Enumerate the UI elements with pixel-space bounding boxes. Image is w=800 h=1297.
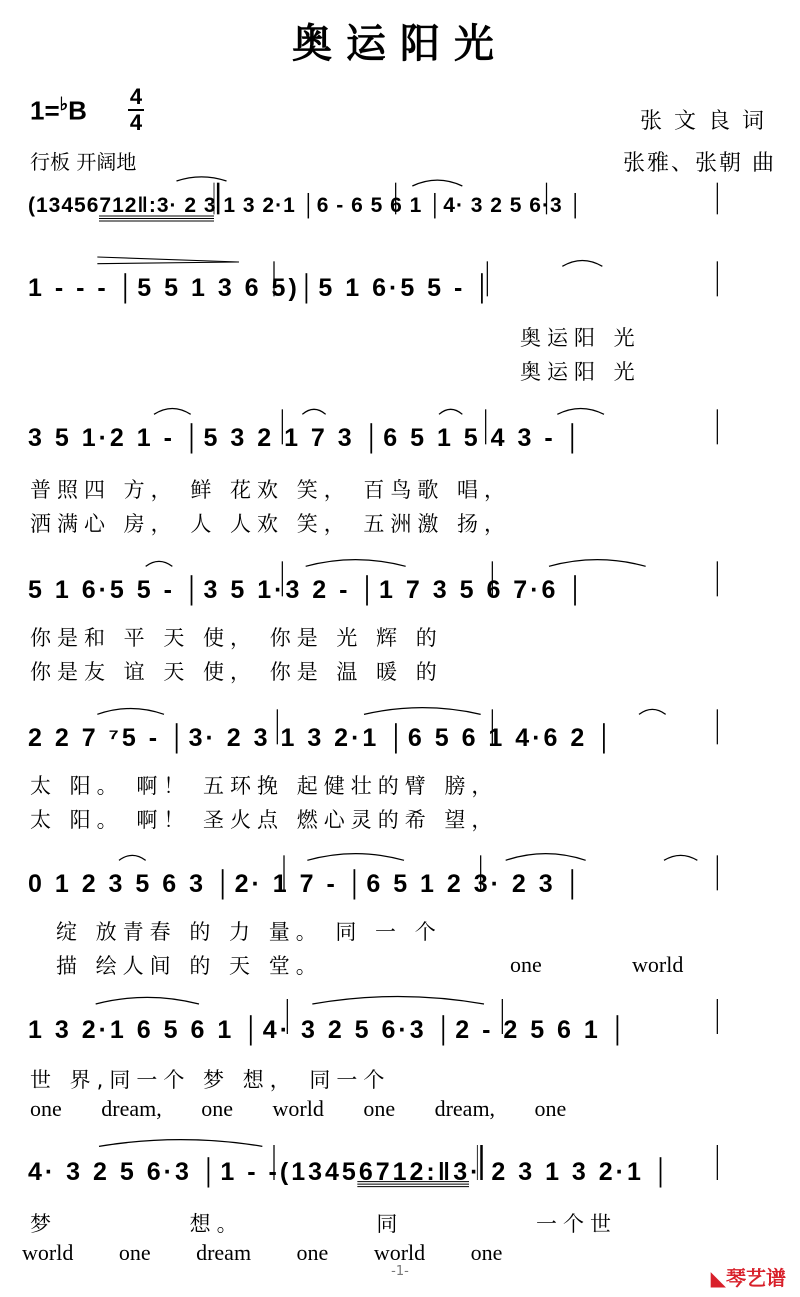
flat-sign: ♭ bbox=[59, 94, 69, 114]
notation-row-1: (13456712‖:3· 2 3 1 3 2·1 │6 - 6 5 6 1 │4· 3 2 5 6·3 │ bbox=[28, 194, 584, 217]
notation-row-3: 3 5 1·2 1 - │5 3 2 1 7 3 │6 5 1 5 4 3 - │ bbox=[28, 424, 585, 452]
notation-row-4: 5 1 6·5 5 - │3 5 1·3 2 - │1 7 3 5 6 7·6 │ bbox=[28, 576, 587, 604]
key-prefix: 1= bbox=[30, 95, 60, 126]
key-signature bbox=[30, 94, 87, 127]
lyric-row-6-english: one dream, one world one dream, one bbox=[30, 1096, 567, 1121]
lyric-row-4-verse-1: 太 阳。 啊！ 五环挽 起健壮的臂 膀， bbox=[30, 774, 499, 798]
time-signature-bottom: 4 bbox=[129, 110, 143, 135]
lyric-row-5-english-one: one bbox=[510, 952, 542, 977]
lyric-row-7-chinese: 梦 想。 同 一个世 bbox=[30, 1212, 618, 1236]
site-logo bbox=[711, 1262, 786, 1291]
logo-text: 琴艺谱 bbox=[726, 1266, 786, 1290]
lyric-row-1-verse-2: 奥运阳 光 bbox=[520, 360, 641, 384]
time-signature bbox=[128, 86, 144, 134]
lyric-row-3-verse-1: 你是和 平 天 使， 你是 光 辉 的 bbox=[30, 626, 443, 650]
lyric-row-5-english-world: world bbox=[632, 952, 684, 977]
song-title: 奥运阳光 bbox=[292, 20, 508, 67]
notation-row-7: 1 3 2·1 6 5 6 1 │4· 3 2 5 6·3 │2 - 2 5 6 1 │ bbox=[28, 1016, 630, 1044]
lyric-row-5-verse-2: 描 绘人间 的 天 堂。 bbox=[56, 954, 323, 978]
tempo-marking: 行板 开阔地 bbox=[30, 150, 137, 174]
lyric-row-5-verse-1: 绽 放青春 的 力 量。 同 一 个 bbox=[56, 920, 442, 944]
notation-row-5: 2 2 7 ⁷5 - │3· 2 3 1 3 2·1 │6 5 6 1 4·6 2 │ bbox=[28, 724, 616, 752]
lyric-row-7-english: world one dream one world one bbox=[22, 1240, 503, 1265]
composer-credit: 张雅、张朝 曲 bbox=[623, 151, 776, 176]
lyric-row-4-verse-2: 太 阳。 啊！ 圣火点 燃心灵的希 望， bbox=[30, 808, 499, 832]
lyric-row-3-verse-2: 你是友 谊 天 使， 你是 温 暖 的 bbox=[30, 660, 443, 684]
lyric-row-1-verse-1: 奥运阳 光 bbox=[520, 326, 641, 350]
lyric-row-6-chinese: 世 界,同一个 梦 想， 同一个 bbox=[30, 1068, 391, 1092]
lyric-row-2-verse-2: 洒满心 房， 人 人欢 笑， 五洲激 扬， bbox=[30, 512, 512, 536]
lyric-row-2-verse-1: 普照四 方， 鲜 花欢 笑， 百鸟歌 唱， bbox=[30, 478, 512, 502]
logo-mark-icon: ◣ bbox=[710, 1266, 726, 1290]
key-note: B bbox=[68, 95, 87, 126]
notation-row-6: 0 1 2 3 5 6 3 │2· 1 7 - │6 5 1 2 3· 2 3 │ bbox=[28, 870, 585, 898]
lyricist-credit: 张文良词 bbox=[639, 109, 776, 134]
time-signature-top: 4 bbox=[129, 84, 143, 109]
page-number: -1- bbox=[391, 1264, 409, 1279]
notation-row-8: 4· 3 2 5 6·3 │1 - -(13456712:‖3· 2 3 1 3 2·1 │ bbox=[28, 1158, 673, 1186]
notation-row-2: 1 - - - │5 5 1 3 6 5)│5 1 6·5 5 - │ bbox=[28, 274, 494, 302]
